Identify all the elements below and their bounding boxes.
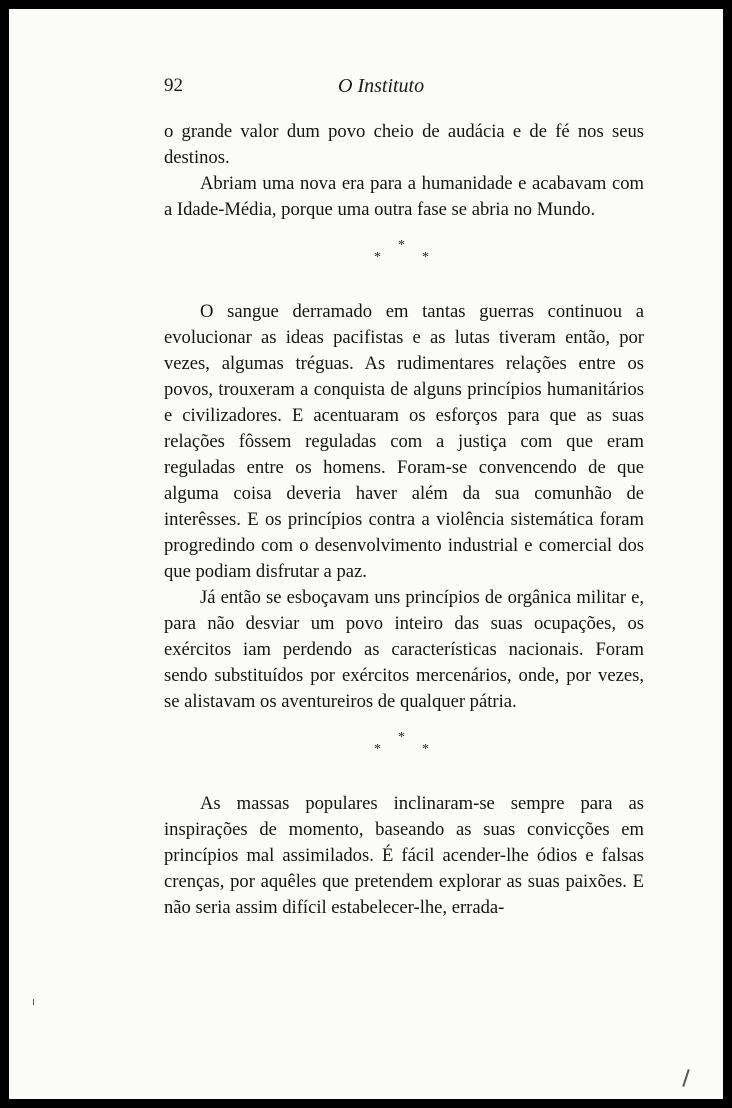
paragraph: Abriam uma nova era para a humanidade e acabavam com a Idade-Média, porque uma outra fase se abria no Mundo.	[164, 173, 644, 220]
scan-mark	[682, 1069, 689, 1087]
asterisk: *	[398, 730, 405, 745]
paragraph: As massas populares inclinaram-se sempre para as inspirações de momento, baseando as suas convicções em princípios mal assimilados. É fácil acender-lhe ódios e falsas crenças, por aquêles que pretendem explorar as suas paixões. E não seria assim difícil estabelecer-lhe, errada-	[164, 793, 644, 918]
asterisk: *	[398, 238, 405, 253]
asterisk: *	[374, 250, 381, 265]
running-title: O Instituto	[338, 75, 425, 97]
section-separator	[164, 715, 644, 783]
asterisk: *	[422, 250, 429, 265]
paragraph: Já então se esboçavam uns princípios de orgânica militar e, para não desviar um povo inteiro das suas ocupações, os exércitos iam perdendo as características nacionais. Foram sendo substituídos por exércitos mercenários, onde, por vezes, se alistavam os aventureiros de qualquer pátria.	[164, 587, 644, 712]
page-number: 92	[164, 75, 183, 96]
paragraph: o grande valor dum povo cheio de audácia e de fé nos seus destinos.	[164, 121, 644, 168]
body-text	[164, 119, 644, 921]
paragraph: O sangue derramado em tantas guerras continuou a evolucionar as ideas pacifistas e as lutas tiveram então, por vezes, algumas tréguas. As rudimentares relações entre os povos, trouxeram a conquista de alguns princípios humanitários e civilizadores. E acentuaram os esforços para que as suas relações fôssem reguladas com a justiça com que eram reguladas entre os homens. Foram-se convencendo de que alguma coisa deveria haver além da sua comunhão de interêsses. E os princípios contra a violência sistemática foram progredindo com o desenvolvimento industrial e comercial dos que podiam disfrutar a paz.	[164, 301, 644, 582]
asterisk: *	[374, 742, 381, 757]
document-page	[9, 9, 723, 1099]
scan-mark	[33, 999, 34, 1005]
page-header	[164, 75, 644, 103]
asterisk: *	[422, 742, 429, 757]
section-separator	[164, 223, 644, 291]
